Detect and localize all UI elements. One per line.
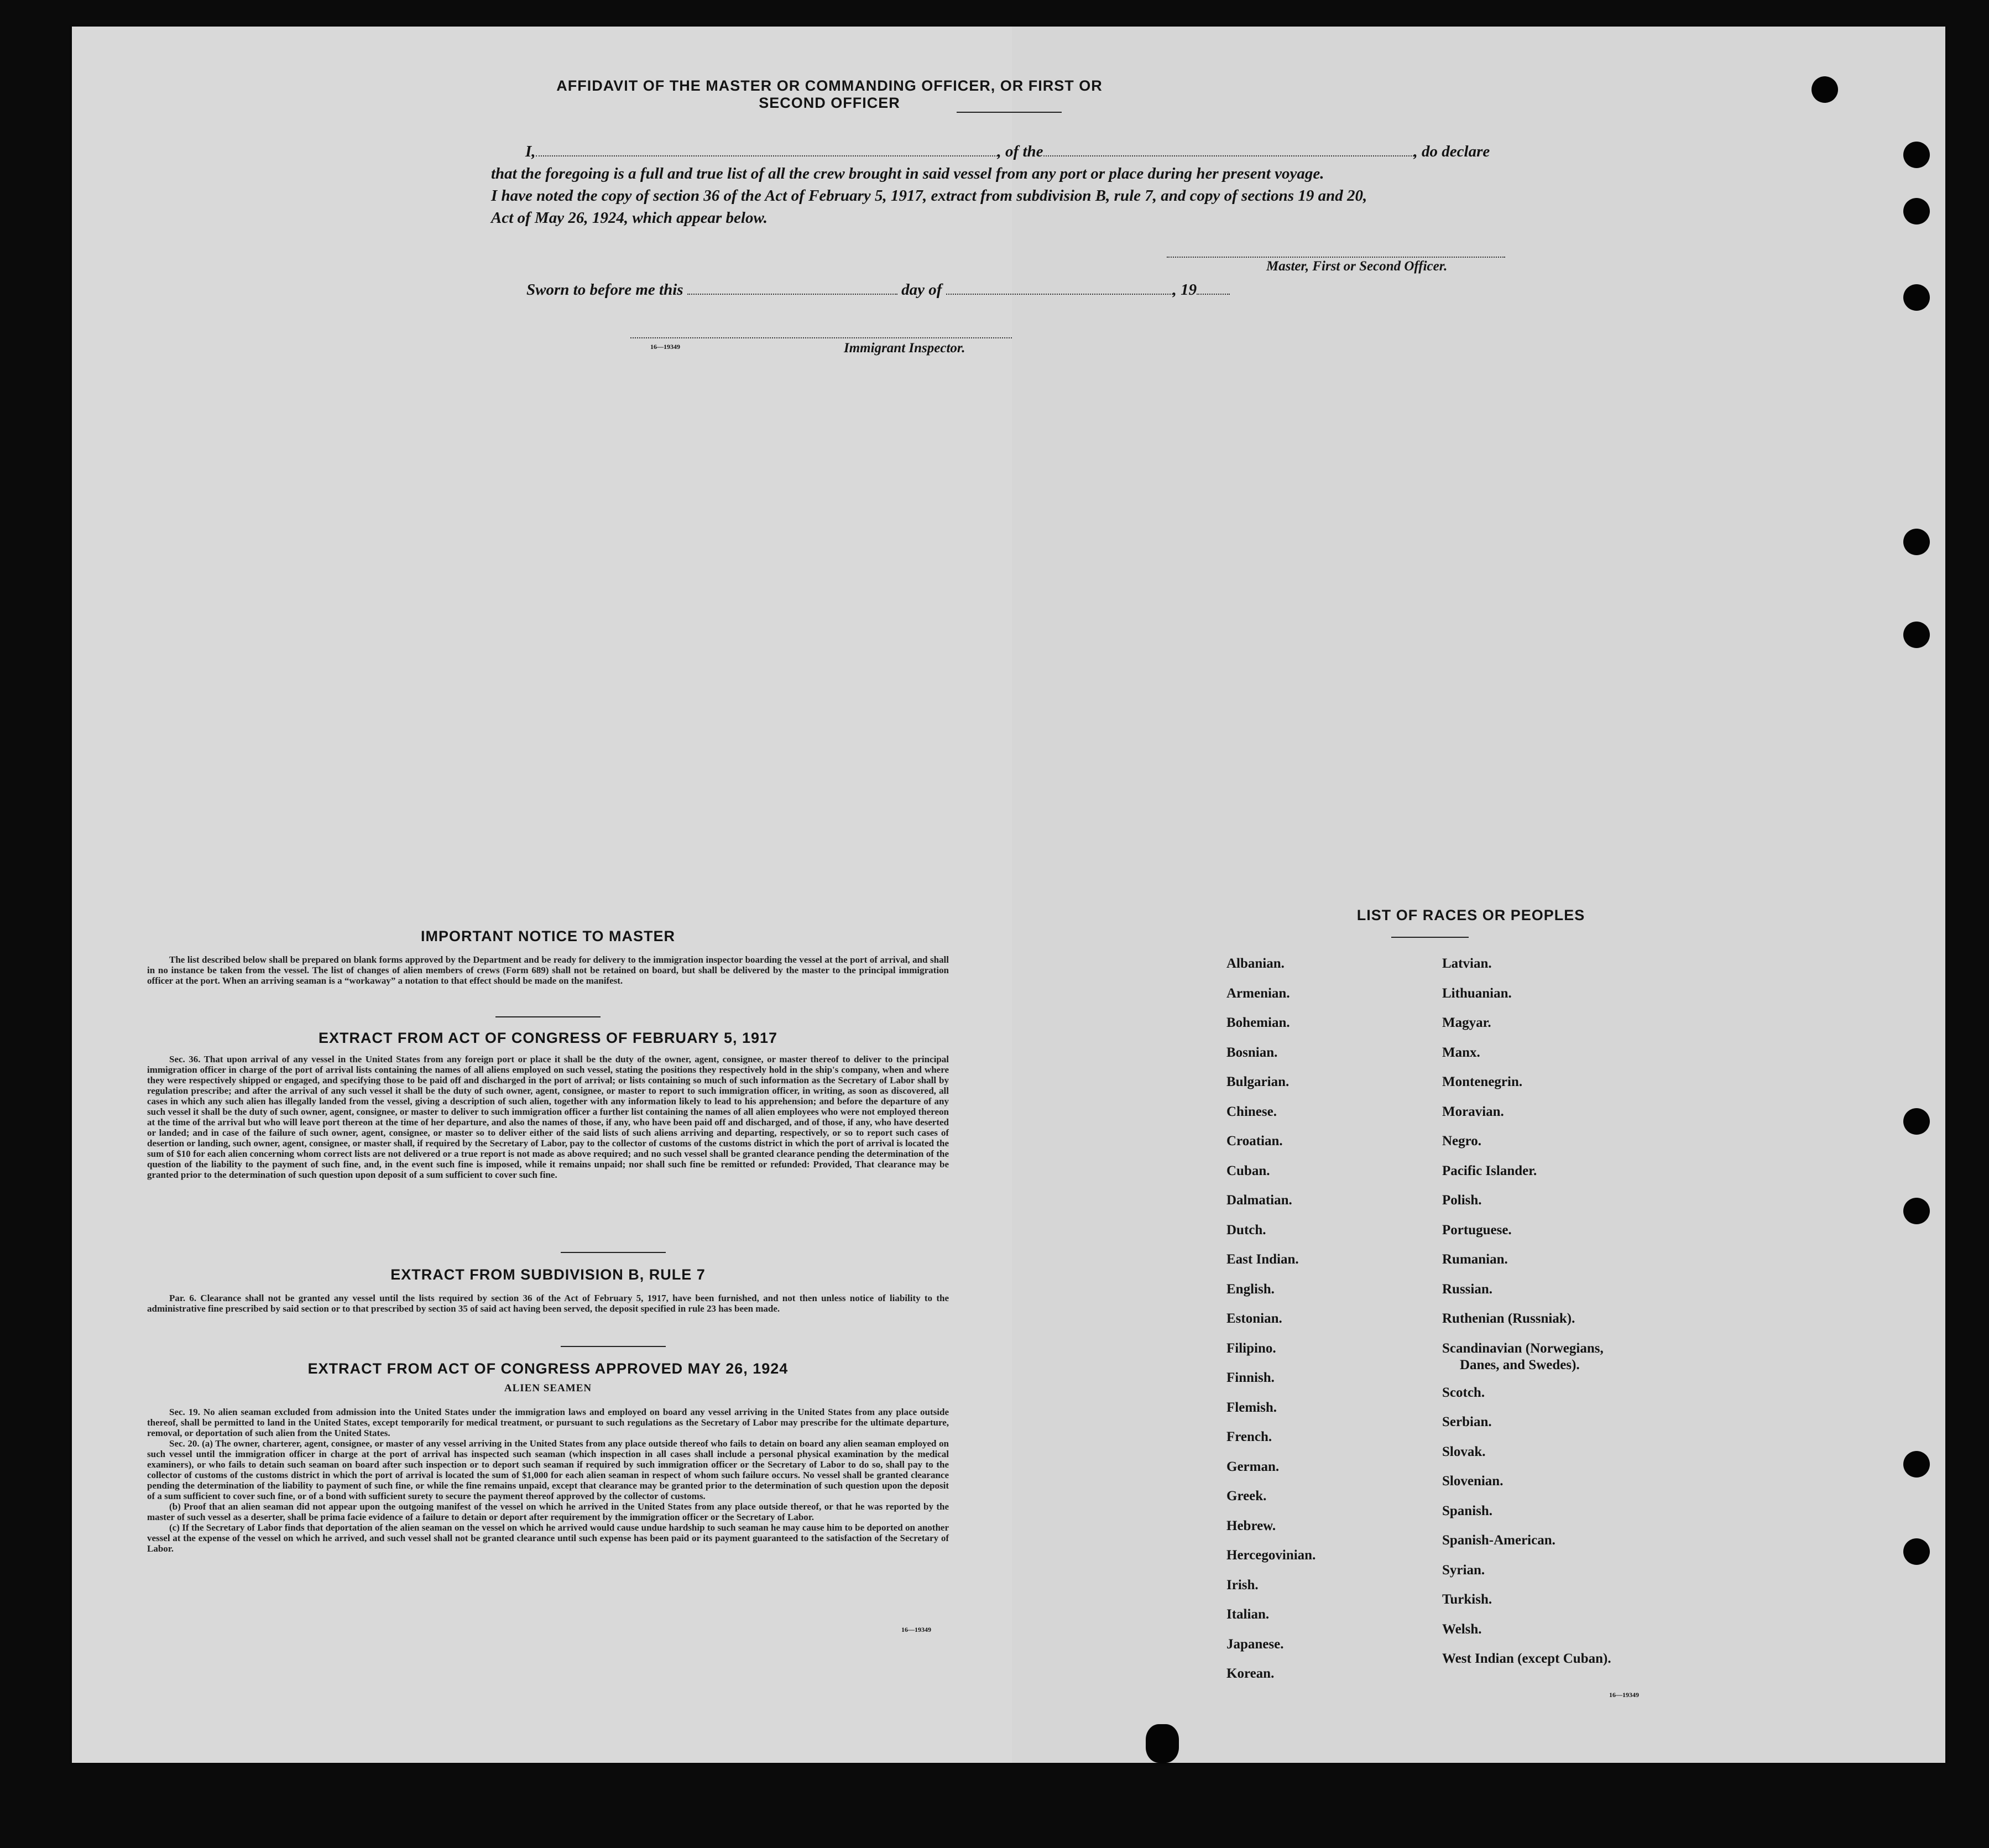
race-item: Estonian. — [1226, 1311, 1282, 1326]
extract-1924-text — [147, 1407, 949, 1554]
document-page — [72, 27, 1945, 1763]
sworn-year-field[interactable] — [1197, 294, 1230, 295]
race-item: Dalmatian. — [1226, 1193, 1292, 1208]
extract-1924-title: EXTRACT FROM ACT OF CONGRESS APPROVED MAY 26, 1924 — [307, 1360, 789, 1377]
master-signature-label: Master, First or Second Officer. — [1266, 259, 1448, 274]
race-item: Filipino. — [1226, 1340, 1276, 1356]
label-of-the: , of the — [997, 143, 1043, 160]
master-name-field[interactable] — [536, 155, 998, 156]
punch-hole — [1903, 198, 1930, 225]
sworn-line — [526, 281, 1411, 299]
race-item: Bosnian. — [1226, 1045, 1278, 1060]
divider — [561, 1252, 666, 1253]
race-item: French. — [1226, 1429, 1272, 1444]
race-item: Scotch. — [1442, 1385, 1485, 1400]
rule7-title: EXTRACT FROM SUBDIVISION B, RULE 7 — [390, 1266, 706, 1283]
extract-1917-text — [147, 1054, 949, 1180]
form-number: 16—19349 — [1609, 1691, 1639, 1699]
inspector-signature-field[interactable] — [630, 337, 1012, 338]
race-item: Russian. — [1442, 1281, 1493, 1297]
race-item: Armenian. — [1226, 985, 1290, 1001]
alien-seamen-subtitle: ALIEN SEAMEN — [504, 1382, 592, 1394]
sec-19-paragraph: Sec. 19. No alien seaman excluded from admission into the United States under the immigration laws and employed on board any vessel arriving in the United States from any place outside thereof, shall be permitted to land in the United States, except temporarily for medical treatment, or pursuant to such regulations as the Secretary of Labor may prescribe for the ultimate departure, removal, or deportation of such alien from the United States. — [147, 1407, 949, 1438]
race-item: Scandinavian (Norwegians, — [1442, 1340, 1604, 1356]
race-item: Bohemian. — [1226, 1015, 1290, 1030]
punch-hole — [1903, 1198, 1930, 1224]
race-item: Syrian. — [1442, 1562, 1485, 1578]
races-title: LIST OF RACES OR PEOPLES — [1356, 907, 1585, 923]
race-item-continued: Danes, and Swedes). — [1460, 1357, 1580, 1372]
punch-hole — [1903, 284, 1930, 311]
sec-20c-paragraph: (c) If the Secretary of Labor finds that deportation of the alien seaman on the vessel on which he arrived would cause undue hardship to such seaman he may cause him to be deported on another vessel at the expense of the vessel on which he arrived, and such vessel shall not be granted clearance until such expense has been paid or its payment guaranteed to the satisfaction of the Secretary of Labor. — [147, 1522, 949, 1554]
declaration-line — [491, 140, 1619, 163]
race-item: Flemish. — [1226, 1400, 1277, 1415]
race-item: Polish. — [1442, 1193, 1482, 1208]
divider — [1391, 937, 1469, 938]
inspector-label: Immigrant Inspector. — [844, 341, 965, 356]
notice-paragraph: The list described below shall be prepared on blank forms approved by the Department and be ready for delivery to the immigration inspector boarding the vessel at the port of arrival, and shall in no instance be taken from the vessel. The list of changes of alien members of crews (Form 689) shall not be retained on board, but shall be delivered by the master to the principal immigration officer at the port. When an arriving seaman is a “workaway” a notation to that effect should be made on the manifest. — [147, 954, 949, 986]
sec-20b-paragraph: (b) Proof that an alien seaman did not appear upon the outgoing manifest of the vessel on which he arrived in the United States from any place outside thereof, or that he was reported by the master of such vessel as a deserter, shall be prima facie evidence of a failure to detain or deport after requirement by the immigration officer or the Secretary of Labor. — [147, 1501, 949, 1522]
race-item: German. — [1226, 1459, 1280, 1474]
extract-1917-paragraph: Sec. 36. That upon arrival of any vessel in the United States from any foreign port or place it shall be the duty of the owner, agent, consignee, or master thereof to deliver to the principal immigration officer in charge of the port of arrival lists containing the names of all aliens employed on such vessel, stating the positions they respectively hold in the ship's company, when and where they were respectively shipped or engaged, and specifying those to be paid off and discharged in the port of arrival; or lists containing so much of such information as the Secretary of Labor shall by regulation prescribe; and after the arrival of any such vessel it shall be the duty of such owner, agent, consignee, or master to report to such immigration officer, in writing, as soon as discovered, all cases in which any such alien has illegally landed from the vessel, giving a description of such alien, together with any information likely to lead to his apprehension; and before the departure of any such vessel it shall be the duty of such owner, agent, consignee, or master to deliver to such immigration officer a further list containing the names of all alien employees who were not employed thereon at the time of the arrival but who will leave port thereon at the time of her departure, and also the names of those, if any, who have been paid off and discharged, and of those, if any, who have deserted or landed; and in case of the failure of such owner, agent, consignee, or master so to deliver either of the said lists of such aliens arriving and departing, respectively, or so to report such cases of desertion or landing, such owner, agent, consignee, or master shall, if required by the Secretary of Labor, pay to the collector of customs of the customs district in which the port of arrival is located the sum of $10 for each alien concerning whom correct lists are not delivered or a true report is not made as above required; and no such vessel shall be granted clearance pending the determination of the question of the liability to the payment of such fine, and, in the event such fine is imposed, while it remains unpaid; nor shall such fine be remitted or refunded: Provided, That clearance may be granted prior to the determination of such question upon deposit of a sum sufficient to cover such fine. — [147, 1054, 949, 1180]
sec-20a-paragraph: Sec. 20. (a) The owner, charterer, agent, consignee, or master of any vessel arriving in the United States from any place outside thereof who fails to detain on board any alien seaman employed on such vessel until the immigration officer in charge at the port of arrival has inspected such seaman (which inspection in all cases shall include a personal physical examination by the medical examiners), or who fails to detain such seaman on board after such inspection or to deport such seaman if required by such immigration officer or the Secretary of Labor to do so, shall pay to the collector of customs of the customs district in which the port of arrival is located the sum of $1,000 for each alien seaman in respect of whom such failure occurs. No vessel shall be granted clearance pending the determination of the liability to payment of such fine, or while the fine remains unpaid, except that clearance may be granted prior to the determination of such question upon the deposit of a sum sufficient to cover such fine, or of a bond with sufficient surety to secure the payment thereof approved by the collector of customs. — [147, 1438, 949, 1501]
race-item: Manx. — [1442, 1045, 1480, 1060]
race-item: Spanish. — [1442, 1503, 1493, 1518]
race-item: Spanish-American. — [1442, 1533, 1555, 1548]
race-item: Montenegrin. — [1442, 1074, 1523, 1089]
form-number: 16—19349 — [650, 343, 680, 351]
race-item: Latvian. — [1442, 956, 1492, 971]
label-do-declare: , do declare — [1413, 143, 1490, 160]
race-item: Finnish. — [1226, 1370, 1275, 1385]
race-item: Moravian. — [1442, 1104, 1504, 1119]
races-left-column — [1226, 956, 1437, 1695]
master-signature-field[interactable] — [1167, 257, 1505, 258]
race-item: Rumanian. — [1442, 1252, 1508, 1267]
race-item: Magyar. — [1442, 1015, 1491, 1030]
race-item: Hebrew. — [1226, 1518, 1276, 1533]
race-item: West Indian (except Cuban). — [1442, 1651, 1611, 1666]
declaration-line: Act of May 26, 1924, which appear below. — [491, 209, 768, 227]
race-item: Serbian. — [1442, 1414, 1492, 1429]
race-item: Turkish. — [1442, 1592, 1492, 1607]
punch-hole — [1903, 622, 1930, 648]
declaration-line: I have noted the copy of section 36 of the Act of February 5, 1917, extract from subdivision B, rule 7, and copy of sections 19 and 20, — [491, 187, 1367, 205]
race-item: Slovak. — [1442, 1444, 1486, 1459]
race-item: Chinese. — [1226, 1104, 1277, 1119]
sworn-day-field[interactable] — [687, 294, 897, 295]
race-item: Slovenian. — [1442, 1474, 1504, 1489]
race-item: Portuguese. — [1442, 1222, 1512, 1238]
race-item: Bulgarian. — [1226, 1074, 1290, 1089]
binding-hole — [1146, 1724, 1179, 1763]
rule7-text — [147, 1293, 949, 1314]
race-item: Negro. — [1442, 1134, 1482, 1149]
form-number: 16—19349 — [901, 1626, 931, 1633]
punch-hole — [1903, 142, 1930, 168]
declaration-line: that the foregoing is a full and true list of all the crew brought in said vessel from any port or place during her present voyage. — [491, 165, 1324, 182]
punch-hole — [1903, 1538, 1930, 1565]
race-item: Cuban. — [1226, 1163, 1270, 1178]
race-item: Dutch. — [1226, 1222, 1266, 1238]
punch-hole — [1903, 1451, 1930, 1478]
extract-1917-title: EXTRACT FROM ACT OF CONGRESS OF FEBRUARY 5, 1917 — [318, 1030, 778, 1046]
punch-hole — [1903, 529, 1930, 555]
divider — [561, 1346, 666, 1347]
divider — [495, 1016, 601, 1017]
race-item: English. — [1226, 1281, 1275, 1297]
divider — [957, 112, 1062, 113]
race-item: Hercegovinian. — [1226, 1548, 1316, 1563]
rule7-paragraph: Par. 6. Clearance shall not be granted any vessel until the lists required by section 36 of the Act of February 5, 1917, have been furnished, and not then unless notice of liability to the administrative fine prescribed by said section or to that prescribed by section 35 of said act having been served, the deposit specified in rule 23 has been made. — [147, 1293, 949, 1314]
race-item: Greek. — [1226, 1489, 1267, 1504]
vessel-name-field[interactable] — [1043, 155, 1414, 156]
punch-hole — [1903, 1108, 1930, 1135]
race-item: Croatian. — [1226, 1134, 1283, 1149]
race-item: Japanese. — [1226, 1636, 1284, 1652]
notice-text — [147, 954, 949, 986]
race-item: Korean. — [1226, 1666, 1275, 1681]
race-item: Pacific Islander. — [1442, 1163, 1537, 1178]
affidavit-title: AFFIDAVIT OF THE MASTER OR COMMANDING OFFICER, OR FIRST OR SECOND OFFICER — [556, 77, 1103, 111]
races-right-column — [1442, 956, 1696, 1680]
race-item: Irish. — [1226, 1577, 1259, 1593]
punch-hole — [1811, 76, 1838, 103]
race-item: Lithuanian. — [1442, 985, 1512, 1001]
race-item: Ruthenian (Russniak). — [1442, 1311, 1575, 1326]
race-item: Albanian. — [1226, 956, 1285, 971]
race-item: Italian. — [1226, 1607, 1270, 1622]
race-item: Welsh. — [1442, 1621, 1482, 1637]
race-item: East Indian. — [1226, 1252, 1299, 1267]
affidavit-statement — [491, 140, 1619, 229]
label-sworn: Sworn to before me this — [526, 281, 683, 299]
label-day-of: day of — [901, 281, 942, 299]
label-year: , 19 — [1172, 281, 1197, 299]
label-i: I, — [525, 143, 536, 160]
notice-title: IMPORTANT NOTICE TO MASTER — [421, 928, 675, 944]
sworn-month-field[interactable] — [946, 294, 1173, 295]
